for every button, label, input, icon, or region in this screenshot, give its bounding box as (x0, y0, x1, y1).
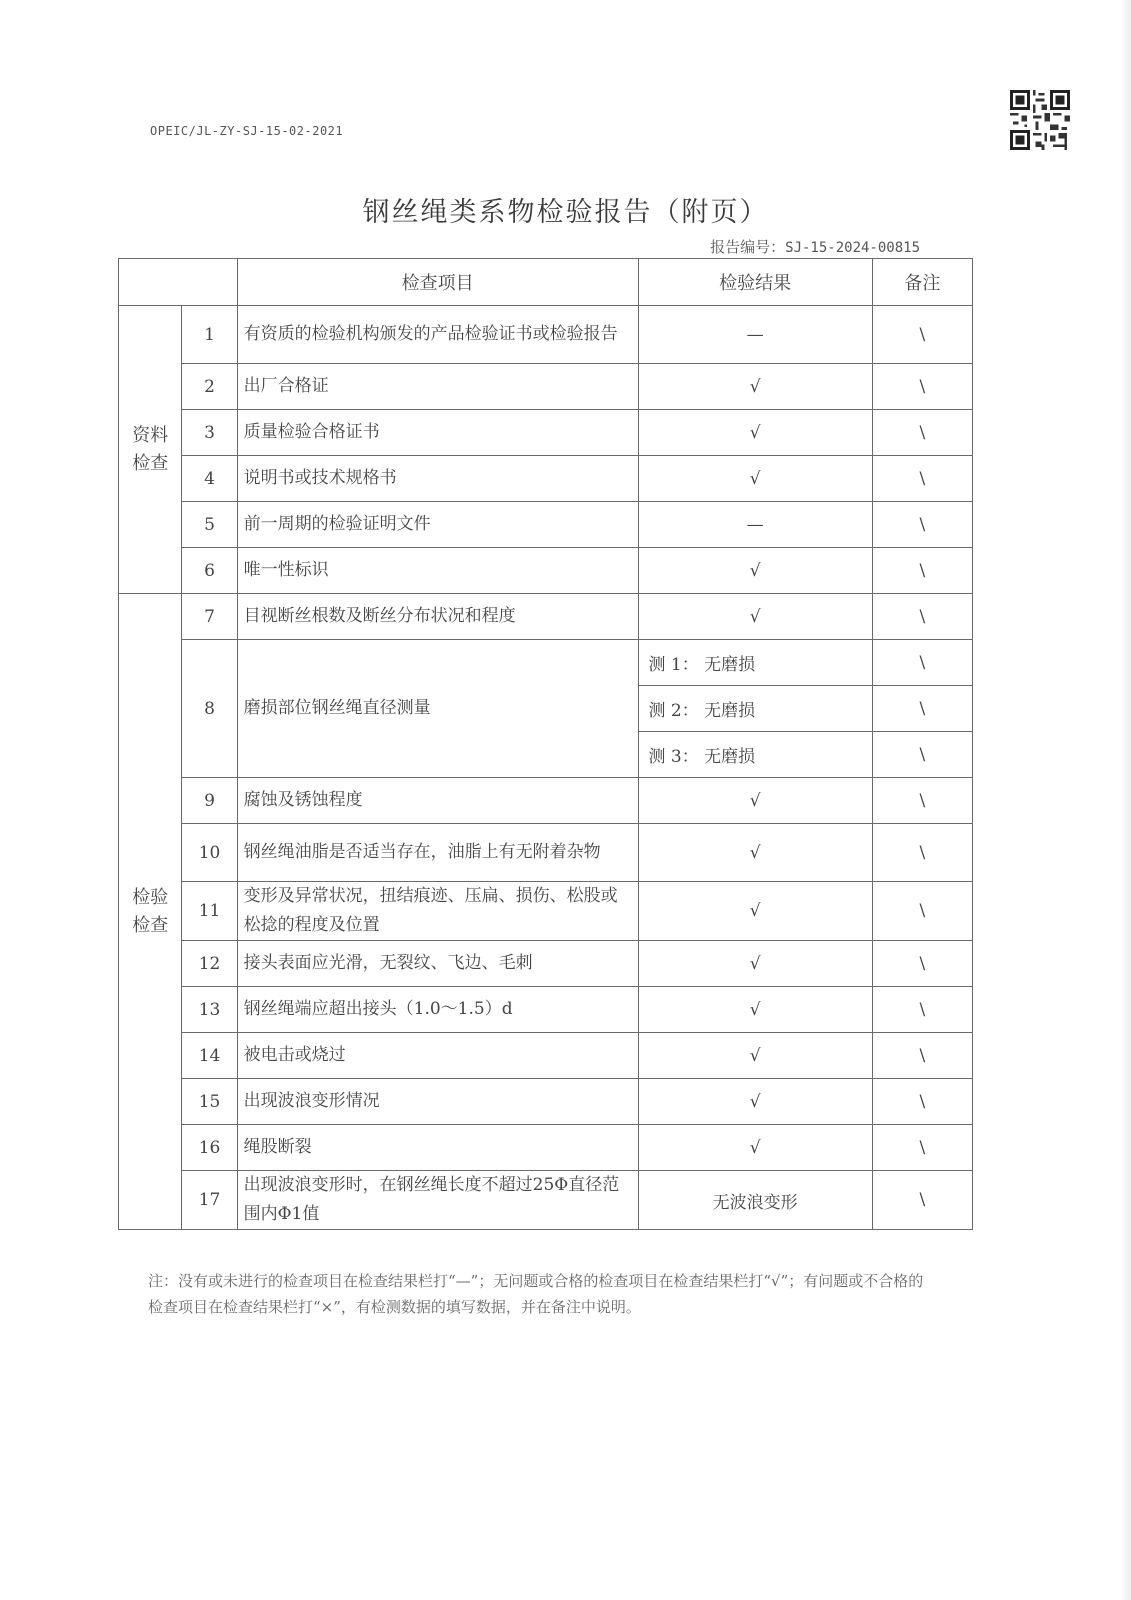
table-row (119, 548, 973, 594)
row-number: 9 (182, 778, 237, 824)
row-result: √ (638, 941, 872, 987)
header-result: 检验结果 (638, 259, 872, 306)
row-result: √ (638, 824, 872, 882)
row-result: √ (638, 1125, 872, 1171)
row-item: 绳股断裂 (237, 1125, 638, 1171)
row-item: 质量检验合格证书 (237, 410, 638, 456)
row-result: √ (638, 1079, 872, 1125)
row-remark: \ (872, 882, 972, 941)
qr-code-icon (1010, 90, 1070, 150)
table-row (119, 1079, 973, 1125)
footnote: 注：没有或未进行的检查项目在检查结果栏打“—”；无问题或合格的检查项目在检查结果栏打“√”；有问题或不合格的检查项目在检查结果栏打“×”，有检测数据的填写数据，并在备注中说明。 (148, 1272, 924, 1316)
row-remark: \ (872, 640, 972, 686)
row-remark: \ (872, 1079, 972, 1125)
row-item: 磨损部位钢丝绳直径测量 (237, 640, 638, 778)
row-remark: \ (872, 1033, 972, 1079)
table-row (119, 1171, 973, 1230)
row-item: 接头表面应光滑，无裂纹、飞边、毛刺 (237, 941, 638, 987)
table-row (119, 306, 973, 364)
row-remark: \ (872, 364, 972, 410)
row-remark: \ (872, 410, 972, 456)
row-remark: \ (872, 778, 972, 824)
row-number: 16 (182, 1125, 237, 1171)
row-result: √ (638, 987, 872, 1033)
row-number: 7 (182, 594, 237, 640)
row-remark: \ (872, 594, 972, 640)
row-result: √ (638, 594, 872, 640)
table-row (119, 502, 973, 548)
table-row (119, 824, 973, 882)
table-row (119, 941, 973, 987)
row-number: 5 (182, 502, 237, 548)
row-number: 6 (182, 548, 237, 594)
table-row (119, 410, 973, 456)
measurement-result: 测 2： 无磨损 (638, 686, 872, 732)
row-item: 钢丝绳端应超出接头（1.0～1.5）d (237, 987, 638, 1033)
row-remark: \ (872, 1125, 972, 1171)
row-number: 1 (182, 306, 237, 364)
row-result: 无波浪变形 (638, 1171, 872, 1230)
row-item: 出厂合格证 (237, 364, 638, 410)
row-number: 2 (182, 364, 237, 410)
row-remark: \ (872, 548, 972, 594)
report-title: 钢丝绳类系物检验报告（附页） (362, 197, 769, 228)
row-item: 前一周期的检验证明文件 (237, 502, 638, 548)
row-result: — (638, 502, 872, 548)
row-item: 被电击或烧过 (237, 1033, 638, 1079)
row-number: 14 (182, 1033, 237, 1079)
table-row (119, 364, 973, 410)
row-number: 11 (182, 882, 237, 941)
table-row (119, 594, 973, 640)
report-number-value: SJ-15-2024-00815 (785, 240, 920, 256)
row-number: 17 (182, 1171, 237, 1230)
measurement-result: 测 1： 无磨损 (638, 640, 872, 686)
table-row (119, 456, 973, 502)
row-remark: \ (872, 456, 972, 502)
row-number: 10 (182, 824, 237, 882)
header-item: 检查项目 (237, 259, 638, 306)
row-remark: \ (872, 824, 972, 882)
row-result: √ (638, 410, 872, 456)
category-doc-check: 资料 检查 (119, 306, 182, 594)
row-number: 4 (182, 456, 237, 502)
row-result: √ (638, 456, 872, 502)
row-item: 目视断丝根数及断丝分布状况和程度 (237, 594, 638, 640)
row-number: 15 (182, 1079, 237, 1125)
row-item: 腐蚀及锈蚀程度 (237, 778, 638, 824)
row-result: √ (638, 882, 872, 941)
row-result: √ (638, 548, 872, 594)
report-number-label: 报告编号： (710, 238, 786, 256)
row-number: 3 (182, 410, 237, 456)
row-item: 唯一性标识 (237, 548, 638, 594)
row-remark: \ (872, 732, 972, 778)
row-number: 12 (182, 941, 237, 987)
row-result: — (638, 306, 872, 364)
table-row (119, 987, 973, 1033)
document-code: OPEIC/JL-ZY-SJ-15-02-2021 (150, 124, 344, 138)
row-item: 钢丝绳油脂是否适当存在，油脂上有无附着杂物 (237, 824, 638, 882)
row-remark: \ (872, 686, 972, 732)
row-result: √ (638, 364, 872, 410)
table-row (119, 640, 973, 686)
row-result: √ (638, 1033, 872, 1079)
row-remark: \ (872, 941, 972, 987)
row-remark: \ (872, 987, 972, 1033)
row-number: 8 (182, 640, 237, 778)
row-item: 说明书或技术规格书 (237, 456, 638, 502)
report-number (710, 236, 920, 257)
table-header-row (119, 259, 973, 306)
row-remark: \ (872, 502, 972, 548)
row-item: 有资质的检验机构颁发的产品检验证书或检验报告 (237, 306, 638, 364)
measurement-result: 测 3： 无磨损 (638, 732, 872, 778)
page-edge-shadow (1121, 0, 1131, 1600)
table-row (119, 882, 973, 941)
table-row (119, 1033, 973, 1079)
table-row (119, 1125, 973, 1171)
row-remark: \ (872, 1171, 972, 1230)
header-remark: 备注 (872, 259, 972, 306)
row-remark: \ (872, 306, 972, 364)
row-item: 出现波浪变形情况 (237, 1079, 638, 1125)
row-item: 出现波浪变形时，在钢丝绳长度不超过25Φ直径范围内Φ1值 (237, 1171, 638, 1230)
row-number: 13 (182, 987, 237, 1033)
table-row (119, 778, 973, 824)
row-result: √ (638, 778, 872, 824)
category-inspection-check: 检验 检查 (119, 594, 182, 1230)
header-blank (119, 259, 238, 306)
inspection-table (118, 258, 973, 1230)
row-item: 变形及异常状况，扭结痕迹、压扁、损伤、松股或松捻的程度及位置 (237, 882, 638, 941)
